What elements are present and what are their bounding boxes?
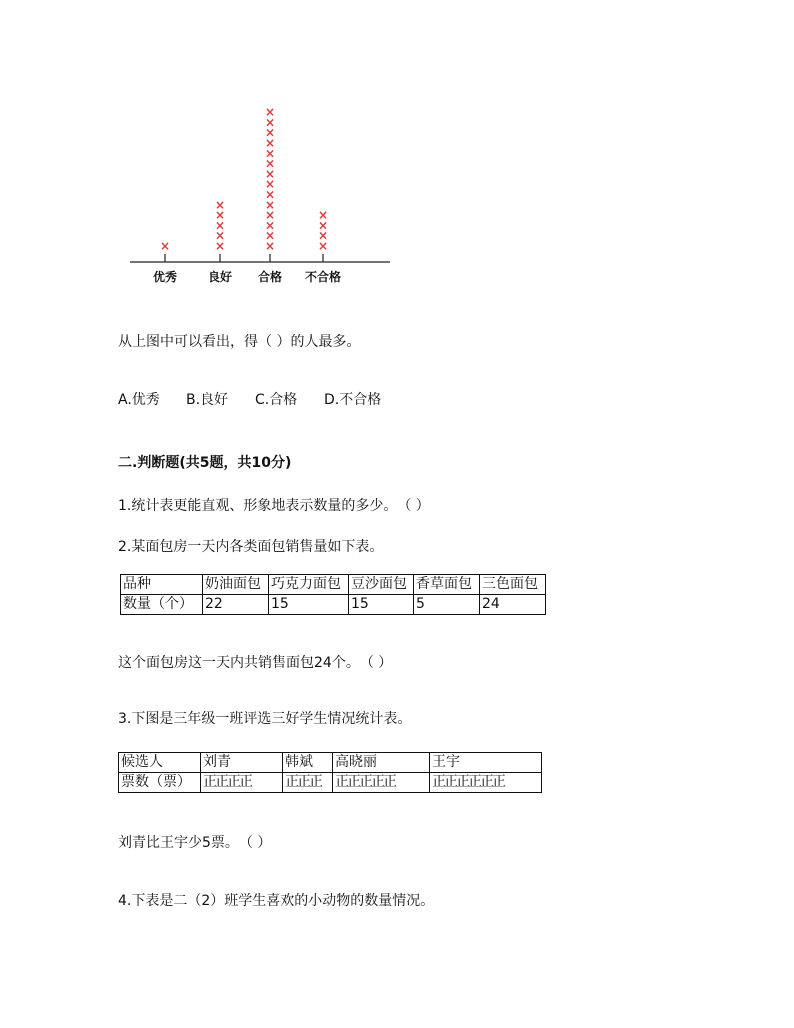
table-cell: 三色面包	[480, 575, 546, 595]
table-cell: 王宇	[430, 753, 542, 773]
table-row	[119, 753, 542, 773]
dot-marker: ×	[264, 239, 276, 253]
dot-marker: ×	[264, 197, 276, 212]
question-1: 1.统计表更能直观、形象地表示数量的多少。 （ ）	[118, 498, 430, 514]
table-cell: 正正正正正	[333, 773, 430, 793]
table-row	[121, 595, 546, 615]
table-cell: 巧克力面包	[269, 575, 349, 595]
dot-marker: ×	[317, 208, 329, 223]
table-row	[121, 575, 546, 595]
dot-marker: ×	[214, 228, 226, 243]
dot-marker: ×	[264, 218, 276, 233]
choice-d: D.不合格	[324, 392, 382, 408]
category-label: 不合格	[304, 270, 342, 284]
dot-marker: ×	[264, 146, 276, 161]
table-cell: 候选人	[119, 753, 201, 773]
dot-marker: ×	[264, 105, 276, 120]
choice-c: C.合格	[255, 392, 298, 408]
question-2-statement: 这个面包房这一天内共销售面包24个。 （ ）	[118, 655, 393, 671]
table-cell: 品种	[121, 575, 203, 595]
table-cell: 刘青	[201, 753, 283, 773]
table-cell: 正正正正	[201, 773, 283, 793]
dot-marker: ×	[264, 156, 276, 171]
dot-marker: ×	[264, 125, 276, 140]
dot-marker: ×	[317, 239, 329, 253]
dot-marker: ×	[264, 136, 276, 150]
table-cell: 豆沙面包	[349, 575, 414, 595]
category-label: 良好	[207, 270, 233, 284]
dot-marker: ×	[264, 115, 276, 130]
choice-b: B.良好	[186, 392, 229, 408]
question-3-statement: 刘青比王宇少5票。 （ ）	[118, 835, 272, 851]
choice-a: A.优秀	[118, 392, 160, 408]
dot-marker: ×	[214, 208, 226, 223]
question-3-intro: 3.下图是三年级一班评选三好学生情况统计表。	[118, 711, 412, 727]
dot-marker: ×	[214, 197, 226, 212]
category-label: 合格	[257, 270, 283, 284]
dot-marker: ×	[264, 187, 276, 202]
table-cell: 奶油面包	[203, 575, 269, 595]
dot-marker: ×	[264, 166, 276, 181]
dot-marker: ×	[317, 218, 329, 233]
table-row	[119, 773, 542, 793]
dot-marker: ×	[264, 228, 276, 243]
question-prompt: 从上图中可以看出，得（ ）的人最多。	[118, 334, 361, 350]
question-2-intro: 2.某面包房一天内各类面包销售量如下表。	[118, 539, 384, 555]
table-cell: 数量（个）	[121, 595, 203, 615]
category-label: 优秀	[152, 270, 178, 284]
section-title: 二.判断题(共5题，共10分)	[118, 455, 292, 471]
table-cell: 5	[414, 595, 480, 615]
dot-marker: ×	[159, 239, 171, 253]
table-cell: 正正正正正正	[430, 773, 542, 793]
vote-table	[118, 752, 542, 793]
bread-sales-table	[120, 574, 546, 615]
dot-marker: ×	[264, 177, 276, 192]
dot-marker: ×	[317, 228, 329, 243]
table-cell: 票数（票）	[119, 773, 201, 793]
table-cell: 高晓丽	[333, 753, 430, 773]
question-4-intro: 4.下表是二（2）班学生喜欢的小动物的数量情况。	[118, 893, 435, 909]
table-cell: 24	[480, 595, 546, 615]
table-cell: 15	[269, 595, 349, 615]
table-cell: 正正正	[283, 773, 333, 793]
table-cell: 香草面包	[414, 575, 480, 595]
dot-plot-chart	[0, 0, 794, 300]
dot-marker: ×	[214, 239, 226, 253]
table-cell: 15	[349, 595, 414, 615]
dot-marker: ×	[214, 218, 226, 233]
dot-marker: ×	[264, 208, 276, 223]
table-cell: 22	[203, 595, 269, 615]
table-cell: 韩斌	[283, 753, 333, 773]
